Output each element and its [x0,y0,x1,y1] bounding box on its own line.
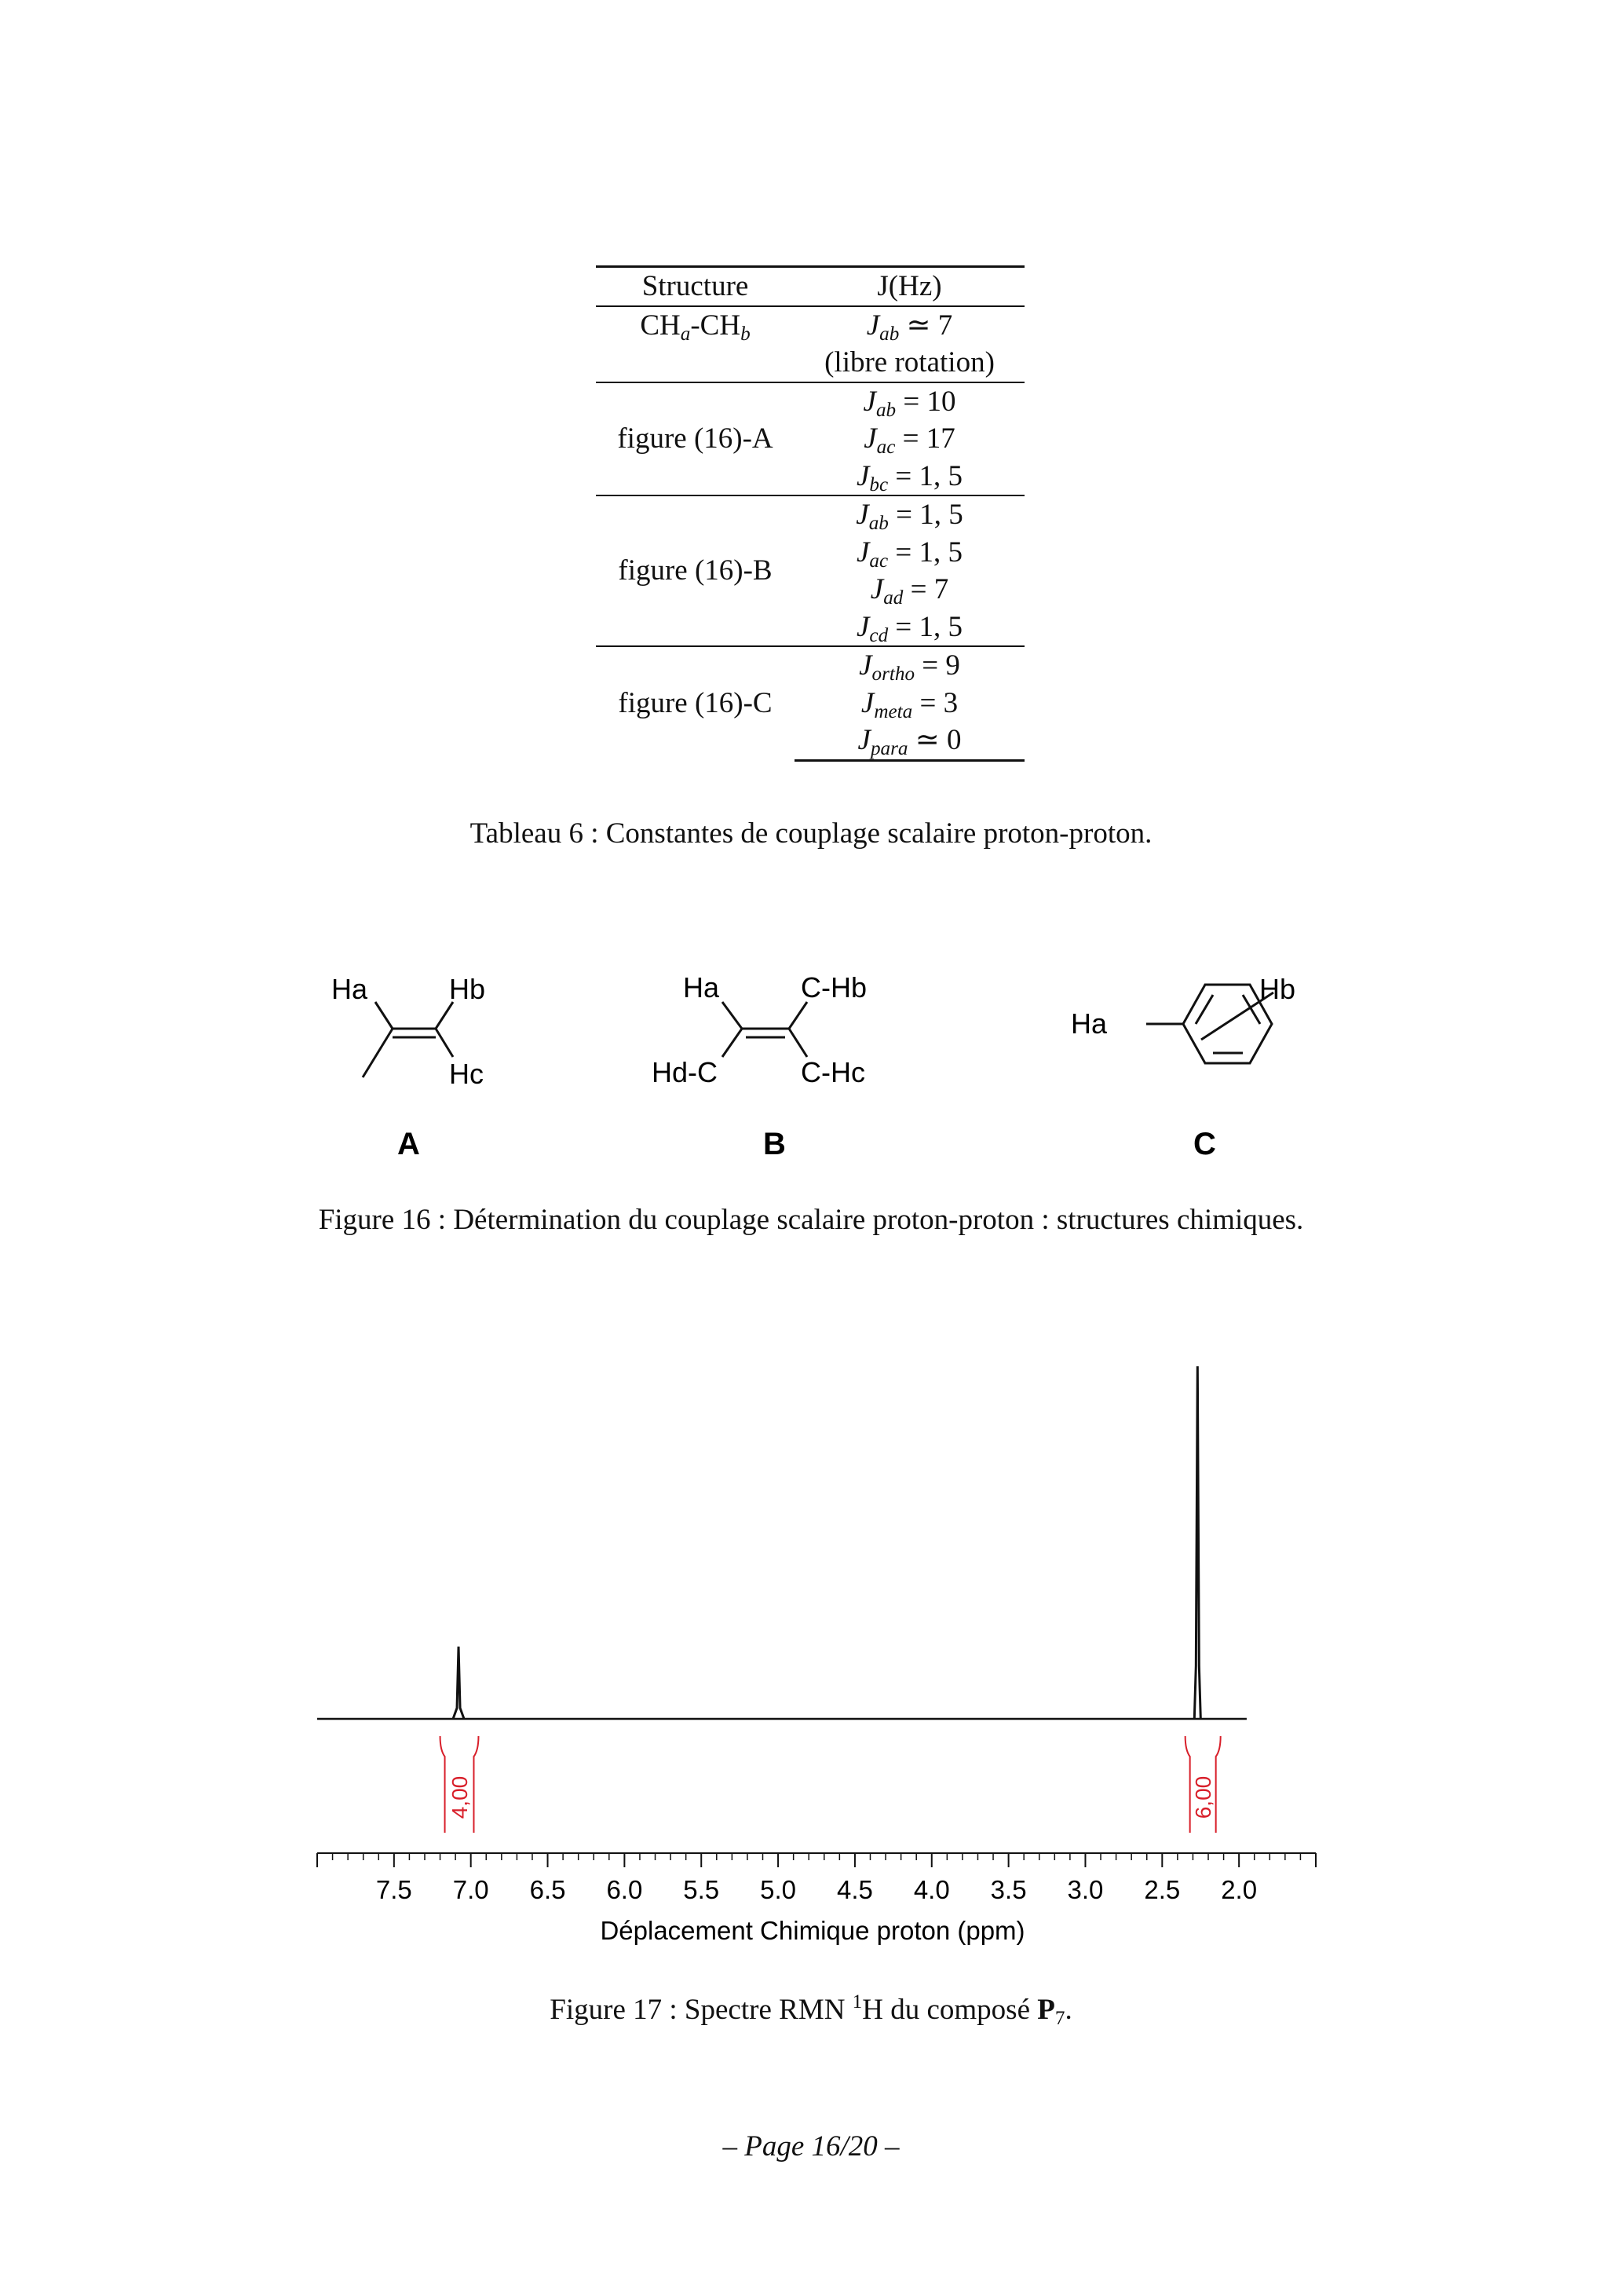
x-axis-label: Déplacement Chimique proton (ppm) [600,1916,1025,1945]
structure-a-ha: Ha [331,973,368,1005]
integration-label-1: 4,00 [448,1775,473,1819]
x-tick-label: 6.0 [606,1875,643,1904]
structure-c [1146,985,1273,1063]
nmr-spectrum [0,1335,1622,1963]
table-caption: Tableau 6 : Constantes de couplage scalaire proton-proton. [469,817,1153,850]
spectrum-peak-1 [453,1647,464,1719]
j-cell: $J_{ac} = 17$ [864,422,955,459]
table-row [596,495,1025,534]
structure-a-label: A [397,1127,420,1161]
structure-cell: figure (16)-A [596,382,795,496]
x-tick-label: 7.0 [452,1875,489,1904]
structure-cell: figure (16)-B [596,495,795,646]
x-tick-label: 3.5 [990,1875,1027,1904]
structure-c-label: C [1193,1127,1216,1161]
x-tick-label: 6.5 [529,1875,566,1904]
x-tick-label: 7.5 [375,1875,412,1904]
j-cell: $J_{ab}$ ≃ 7 [866,309,953,345]
j-cell: $J_{cd} = 1$, 5 [856,610,963,646]
x-tick-label: 2.5 [1144,1875,1181,1904]
structure-b-chc: C-Hc [801,1056,865,1088]
chemical-structures [0,958,1622,1170]
x-tick-label: 3.0 [1067,1875,1104,1904]
table-row [596,306,1025,345]
table-row [596,344,1025,382]
coupling-constants-table [596,265,1025,762]
table-row [596,382,1025,421]
j-cell: $J_{para}$ ≃ 0 [795,722,1025,760]
x-tick-label: 2.0 [1221,1875,1258,1904]
structure-b [722,1002,807,1057]
j-cell: $J_{ab} = 10$ [795,382,1025,421]
header-structure: Structure [596,267,795,306]
structure-a [363,1002,453,1077]
structure-a-hc: Hc [449,1058,484,1090]
j-cell: $J_{ab} = 1$, 5 [795,495,1025,534]
structure-cell: figure (16)-C [596,646,795,760]
x-tick-label: 4.5 [836,1875,873,1904]
structure-c-hb: Hb [1259,973,1296,1005]
x-tick-label: 5.0 [760,1875,797,1904]
j-cell: $J_{meta} = 3$ [860,686,959,722]
integration-label-2: 6,00 [1191,1775,1216,1819]
header-j: J(Hz) [795,267,1025,306]
structure-b-hdc: Hd-C [652,1056,718,1088]
structure-a-hb: Hb [449,973,486,1005]
j-note: (libre rotation) [824,346,995,378]
table-row [596,646,1025,685]
j-cell: $J_{ortho} = 9$ [795,646,1025,685]
figure16-caption: Figure 16 : Détermination du couplage scalaire proton-proton : structures chimiques. [318,1204,1304,1236]
structure-cell: $CH_a-CH_b$ [640,309,751,345]
figure17-caption: Figure 17 : Spectre RMN $^1$H du composé $P_7$. [550,1991,1072,2030]
j-cell: $J_{ac} = 1$, 5 [856,536,963,572]
j-cell: $J_{bc} = 1$, 5 [856,459,963,495]
table-header-row [596,267,1025,306]
structure-b-label: B [763,1127,786,1161]
j-cell: $J_{ad} = 7$ [870,573,949,609]
structure-b-chb: C-Hb [801,971,868,1004]
x-tick-label: 5.5 [683,1875,720,1904]
x-tick-label: 4.0 [913,1875,950,1904]
structure-c-ha: Ha [1071,1007,1108,1040]
spectrum-peak-2 [1194,1366,1200,1719]
page-number: – Page 16/20 – [722,2130,900,2163]
structure-b-ha: Ha [683,971,720,1004]
